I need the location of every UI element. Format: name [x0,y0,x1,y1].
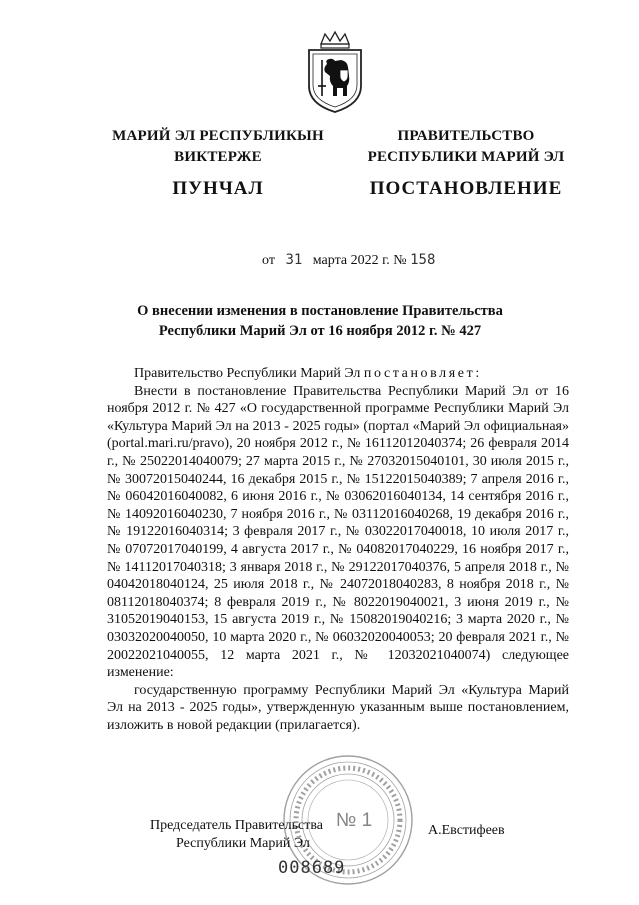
document-serial-number: 008689 [278,858,346,878]
date-day: 31 [285,252,303,268]
signatory-name: А.Евстифеев [428,823,505,838]
header-left-line2: ВИКТЕРЖЕ [174,149,262,165]
intro-text: Правительство Республики Марий Эл [134,366,364,381]
signatory-position-line1: Председатель Правительства [150,818,323,833]
intro-paragraph [107,365,569,383]
date-month-year: марта 2022 г. № [312,253,407,268]
header-right-line2: РЕСПУБЛИКИ МАРИЙ ЭЛ [367,149,565,165]
document-body [107,365,569,734]
stamp-number: № 1 [336,810,373,831]
signatory-position-line2: Республики Марий Эл [176,836,310,851]
coat-of-arms-emblem [303,30,367,114]
header-left-doc-type: ПУНЧАЛ [172,178,264,199]
header-right-line1: ПРАВИТЕЛЬСТВО [397,128,535,144]
header-right-doc-type: ПОСТАНОВЛЕНИЕ [369,178,563,199]
header-right-block [316,126,616,199]
change-paragraph: государственную программу Республики Марий Эл «Культура Марий Эл на 2013 - 2025 годы», утвержденную указанным выше постановлением, изложить в новой редакции (прилагается). [107,682,569,733]
amendment-paragraph: Внести в постановление Правительства Республики Марий Эл от 16 ноября 2012 г. № 427 «О государственной программе Республики Марий Эл «Культура Марий Эл на 2013 - 2025 годы» (портал «Марий Эл официальная» (portal.mari.ru/pravo), 20 ноября 2012 г., № 16112012040374; 26 февраля 2014 г., № 25022014040079; 27 марта 2015 г., № 27032015040101, 30 июля 2015 г., № 30072015040244, 16 декабря 2015 г., № 15122015040389; 7 апреля 2016 г., № 06042016040082, 6 июня 2016 г., № 03062016040134, 14 сентября 2016 г., № 14092016040230, 7 ноября 2016 г., № 03112016040268, 19 декабря 2016 г., № 19122016040314; 3 февраля 2017 г., № 03022017040018, 10 июля 2017 г., № 07072017040199, 4 августа 2017 г., № 04082017040229, 16 ноября 2017 г., № 14112017040318; 3 января 2018 г., № 29122017040376, 5 апреля 2018 г., № 04042018040124, 25 июля 2018 г., № 24072018040283, 8 ноября 2018 г., № 08112018040374; 8 февраля 2019 г., № 8022019040021, 3 июня 2019 г., № 31052019040153, 15 августа 2019 г., № 15082019040216; 3 марта 2020 г., № 03032020040050, 10 марта 2020 г., № 06032020040053; 20 февраля 2021 г., № 20022021040055, 12 марта 2021 г., № 12032021040074) следующее изменение: [107,383,569,681]
document-subject [80,301,560,341]
subject-line1: О внесении изменения в постановление Правительства [137,303,503,319]
date-prefix: от [262,253,275,268]
document-number: 158 [410,252,436,268]
intro-decree-word: постановляет: [363,366,482,381]
date-line [262,252,435,269]
header-left-line1: МАРИЙ ЭЛ РЕСПУБЛИКЫН [112,128,324,144]
subject-line2: Республики Марий Эл от 16 ноября 2012 г. № 427 [158,323,482,339]
